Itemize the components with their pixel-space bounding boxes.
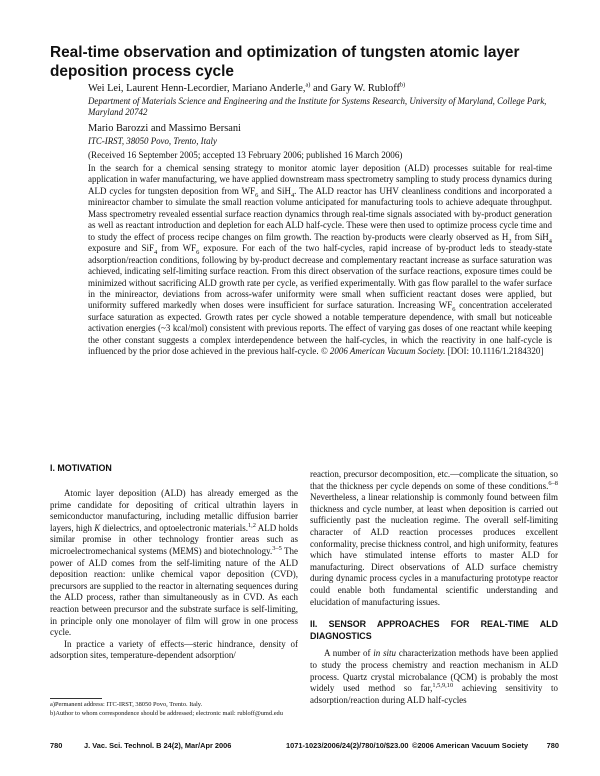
footnote-a: a)Permanent address: ITC-IRST, 38050 Povo, Trento. Italy. bbox=[50, 701, 203, 708]
body-text: reaction, precursor decomposition, etc.—complicate the situation, so that the thickness per cycle depends on some of these conditions. bbox=[310, 469, 558, 491]
subscript: 6 bbox=[452, 306, 456, 314]
section-heading-motivation: I. MOTIVATION bbox=[50, 463, 112, 473]
citation-ref[interactable]: 6–8 bbox=[548, 479, 558, 487]
body-text: ALD holds similar promise in other technology frontier areas such as microelectromechanical systems (MEMS) and biotechnology. bbox=[50, 522, 298, 556]
footnote-b: b)Author to whom correspondence should be addressed; electronic mail: rubloff@umd.edu bbox=[50, 709, 283, 717]
section-2 bbox=[310, 619, 558, 706]
journal-citation: J. Vac. Sci. Technol. B 24(2), Mar/Apr 2006 bbox=[84, 741, 232, 750]
footnote-mark-a: a) bbox=[305, 81, 311, 89]
footnote-mark-b: b) bbox=[399, 81, 406, 89]
abstract-text: exposure and SiF bbox=[88, 243, 154, 254]
body-text: Atomic layer deposition (ALD) has already emerged as the prime candidate for depositing of critical ultrathin layers in semiconductor manufacturing, including metallic diffusion barrier layers, high bbox=[50, 488, 298, 533]
page-number-left: 780 bbox=[50, 741, 63, 750]
affiliation-itc-irst: ITC-IRST, 38050 Povo, Trento, Italy bbox=[88, 136, 217, 146]
citation-ref[interactable]: 3–5 bbox=[272, 544, 282, 552]
society-copyright: ©2006 American Vacuum Society bbox=[412, 741, 529, 750]
author-list-2: Mario Barozzi and Massimo Bersani bbox=[88, 123, 241, 134]
subscript: 6 bbox=[196, 248, 200, 256]
doi-link[interactable]: [DOI: 10.1116/1.2184320] bbox=[447, 346, 544, 357]
paragraph bbox=[310, 469, 558, 608]
footnotes bbox=[50, 701, 298, 718]
footnote-divider bbox=[50, 698, 102, 699]
citation-ref[interactable]: 1,2 bbox=[247, 521, 256, 529]
copyright-notice: © 2006 American Vacuum Society. bbox=[320, 346, 446, 357]
abstract-text: from SiH bbox=[511, 231, 549, 242]
article-code: 1071-1023/2006/24(2)/780/10/$23.00 bbox=[286, 741, 409, 750]
abstract-text: In the search for a chemical sensing strategy to monitor atomic layer deposition (ALD) processes suitable for real-time application in wafer manufacturing, we have applied downstream mass spectrometry sampling to study process dynamics during ALD cycles for tungsten deposition from WF bbox=[88, 163, 552, 196]
body-text: The power of ALD comes from the self-limiting nature of the ALD deposition reaction: unlike chemical vapor deposition (CVD), precursors are supplied to the reactor in alternating sequences during the ALD process, rather than simultaneously as in CVD. As each reaction between precursor and the substrate surface is self-limiting, in principle only one monolayer of film will grow in one process cycle. bbox=[50, 545, 298, 638]
subscript: 4 bbox=[290, 191, 295, 199]
authors-text-end: and Gary W. Rubloff bbox=[310, 83, 400, 94]
abstract-text: from WF bbox=[157, 243, 197, 254]
paper-title: Real-time observation and optimization of tungsten atomic layer deposition process cycle bbox=[50, 44, 520, 80]
abstract-text: and SiH bbox=[258, 185, 291, 196]
body-text-italic: in situ bbox=[373, 648, 397, 659]
body-text: Nevertheless, a linear relationship is commonly found between film thickness and cycle number, at least when deposition is carried out sufficiently past the nucleation regime. The overall self-limiting character of ALD reaction processes produces excellent conformality, precise thickness control, and high uniformity, features which have stimulated intense efforts to master ALD for manufacturing. Direct observations of ALD surface chemistry during dynamic process cycles in a manufacturing prototype reactor could enable both fundamental scientific understanding and elucidation of manufacturing issues. bbox=[310, 492, 558, 607]
page-number-right: 780 bbox=[546, 741, 559, 750]
subscript: 4 bbox=[153, 248, 158, 256]
author-list bbox=[88, 83, 558, 95]
subscript: 4 bbox=[548, 237, 552, 245]
body-text: A number of bbox=[324, 648, 374, 659]
body-text: achieving sensitivity to adsorption/reaction during ALD half-cycles bbox=[310, 683, 558, 705]
right-column bbox=[310, 469, 558, 706]
left-column bbox=[50, 488, 298, 662]
received-dates: (Received 16 September 2005; accepted 13 February 2006; published 16 March 2006) bbox=[88, 150, 403, 160]
body-text: dielectrics, and optoelectronic materials. bbox=[100, 522, 248, 533]
section-heading-sensor-approaches: II. SENSOR APPROACHES FOR REAL-TIME ALD DIAGNOSTICS bbox=[310, 619, 558, 641]
affiliation-maryland: Department of Materials Science and Engineering and the Institute for Systems Research, University of Maryland, College Park, Maryland 20742 bbox=[88, 96, 547, 117]
abstract-text: . The ALD reactor has UHV cleanliness conditions and incorporated a minireactor chamber to simulate the small reaction volume anticipated for manufacturing tools to achieve adequate throughput. Mass spectrometry revealed essential surface reaction dynamics through real-time signals associated with by-product generation as well as reactant introduction and depletion for each ALD half-cycle. These were then used to optimize process cycle time and to study the effect of process recipe changes on film growth. The reaction by-products were clearly observed as H bbox=[88, 185, 553, 242]
paragraph: In practice a variety of effects—steric hindrance, density of adsorption sites, temperature-dependent adsorption/ bbox=[50, 638, 298, 661]
paragraph bbox=[50, 488, 298, 639]
subscript: 6 bbox=[255, 191, 259, 199]
abstract-text: exposure. For each of the two half-cycles, rapid increase of by-product leds to steady-state adsorption/reaction conditions, following by by-product decrease and complementary reactant increase as surface saturation was achieved, indicating self-limiting surface reaction. From this direct observation of the surface reactions, exposure times could be minimized without sacrificing ALD growth rate per cycle, as verified experimentally. With gas flow parallel to the wafer surface in the minireactor, deviations from across-wafer uniformity were small when sufficient reactant doses were applied, but uniformity suffered markedly when doses were insufficient for surface saturation. Increasing WF bbox=[88, 243, 552, 311]
abstract-text: concentration accelerated surface saturation as expected. Growth rates per cycle showed a notable temperature dependence, with small but noticeable activation energies (~3 kcal/mol) consistent with previous reports. The effect of varying gas doses of one reactant while keeping the other constant suggests a complex interdependence between the half-cycles, in which the reactivity in one half-cycle is influenced by the prior dose achieved in the previous half-cycle. bbox=[88, 300, 552, 357]
body-text-italic: K bbox=[94, 522, 101, 533]
subscript: 2 bbox=[508, 237, 512, 245]
body-text: characterization methods have been applied to study the process chemistry and reaction mechanism in ALD process. Quartz crystal microbalance (QCM) is probably the most widely used method so far, bbox=[310, 648, 558, 694]
citation-ref[interactable]: 1,5,9,10 bbox=[432, 682, 454, 690]
abstract bbox=[88, 163, 552, 358]
paragraph bbox=[310, 648, 558, 706]
authors-text: Wei Lei, Laurent Henn-Lecordier, Mariano Anderle, bbox=[88, 83, 306, 94]
